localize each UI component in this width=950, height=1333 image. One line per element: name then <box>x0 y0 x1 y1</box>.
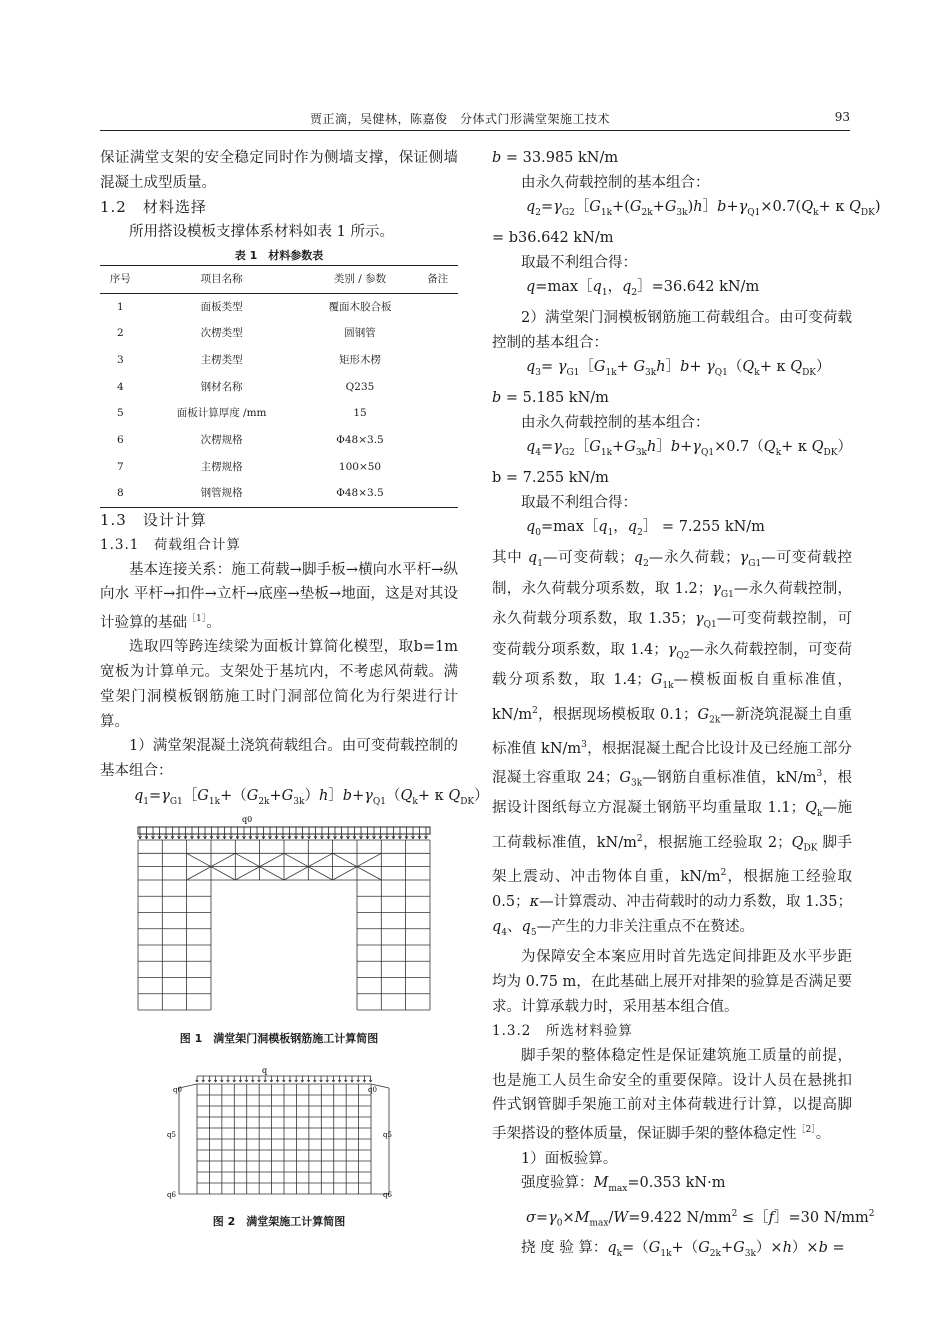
paragraph: 取最不利组合得： <box>521 254 637 271</box>
load-label: q5 <box>167 1131 176 1139</box>
figure-1-caption: 图 1 满堂架门洞模板钢筋施工计算简图 <box>179 1032 379 1045</box>
section-heading-1-2: 1.2 材料选择 <box>100 198 207 217</box>
paragraph: 基本连接关系：施工荷载→脚手板→横向水平杆→纵向水 平杆→扣件→立杆→底座→垫板→地面，这是对其设计验算的基础$^{[1]}$。 <box>100 561 458 631</box>
header-title: 贾正滴，吴健林，陈嘉俊 分体式门形满堂架施工技术 <box>310 112 611 126</box>
paragraph: 保证满堂支架的安全稳定同时作为侧墙支撑，保证侧墙混凝土成型质量。 <box>100 150 458 191</box>
formula-strength: 强度验算：$M_{max}=0.353$ kN·m <box>521 1175 726 1195</box>
table-cell: Q235 <box>345 380 375 393</box>
paragraph: 选取四等跨连续梁为面板计算简化模型，取b=1m 宽板为计算单元。支架处于基坑内，不考虑风荷载。满堂架门洞模板钢筋施工时门洞部位简化为行架进行计算。 <box>100 639 458 730</box>
formula-q1: $q_1=\gamma_{G1}[G_{1k}+(G_{2k}+G_{3k})h]b+\gamma_{Q1}(Q_k+ \kappa$ $Q_{DK}$） <box>134 787 489 807</box>
formula-q3: $q_3=$ $\gamma_{G1}[G_{1k}+$ $G_{3k}h]b+ \gamma_{Q1}(Q_k+ \kappa$ $Q_{DK}$） <box>526 359 831 379</box>
table-cell: 15 <box>353 407 367 420</box>
paragraph: 所用搭设模板支撑体系材料如表 1 所示。 <box>129 224 394 241</box>
formula-sigma: $\sigma=\gamma_0\times M_{max}/W=9.422$ $N/mm^2$ ≤［f］=30 $N/mm^2$ <box>526 1208 875 1229</box>
table-header-row <box>100 265 458 293</box>
citation: ［2］ <box>796 1125 816 1136</box>
material-table <box>100 265 458 508</box>
table-cell: 2 <box>116 327 124 340</box>
load-label: q0 <box>368 1086 377 1094</box>
load-label: q6 <box>167 1191 176 1199</box>
figure-1-diagram <box>130 812 440 1017</box>
table-cell: 5 <box>116 407 124 420</box>
table-cell: 100×50 <box>338 460 382 473</box>
table-cell: 矩形木楞 <box>339 353 381 366</box>
table-cell <box>417 400 458 427</box>
paragraph: 由永久荷载控制的基本组合： <box>521 414 710 431</box>
figure-2-caption: 图 2 满堂架施工计算简图 <box>212 1215 346 1228</box>
page-number: 93 <box>834 110 850 124</box>
table-cell: 次楞规格 <box>200 434 243 447</box>
table-cell: 1 <box>116 300 124 313</box>
table-row <box>100 320 458 347</box>
load-label: q0 <box>173 1086 182 1094</box>
table-header-cell: 项目名称 <box>141 265 303 293</box>
table-cell: 6 <box>116 434 124 447</box>
table-cell: 3 <box>116 353 124 366</box>
table-row <box>100 480 458 507</box>
section-heading-1-3-2: 1.3.2 所选材料验算 <box>492 1023 633 1040</box>
table-cell: 8 <box>100 480 141 507</box>
formula-q4: $q_4=\gamma_{G2}[G_{1k}+G_{3k}h]b+\gamma_{Q1}\times 0.7(Q_k+ \kappa$ $Q_{DK}$） <box>526 439 852 459</box>
table-cell <box>417 480 458 507</box>
formula-q2: $q_2=\gamma_{G2}[G_{1k}+(G_{2k}+G_{3k})h]b+\gamma_{Q1}\times 0.7(Q_k+ \kappa$ $Q_{DK}$) <box>526 199 881 219</box>
header-rule <box>100 130 850 131</box>
formula-q: $q=\max[q_1$，$q_2]=36.642$ kN/m <box>526 279 760 299</box>
table-row <box>100 347 458 374</box>
table-cell: 7 <box>116 460 124 473</box>
table-cell <box>417 374 458 401</box>
table-cell <box>417 427 458 454</box>
paragraph: 脚手架的整体稳定性是保证建筑施工质量的前提，也是施工人员生命安全的重要保障。设计人员在悬挑扣件式钢管脚手架施工前对主体荷载进行计算，以提高脚手架搭设的整体质量，保证脚手架的整体稳定性$^{[2]}$。 <box>492 1048 852 1142</box>
paragraph: 1）面板验算。 <box>521 1150 618 1167</box>
figure-2-diagram <box>165 1062 405 1210</box>
section-heading-1-3-1: 1.3.1 荷载组合计算 <box>100 536 241 553</box>
table-row <box>100 454 458 481</box>
paragraph: 取最不利组合得： <box>521 494 637 511</box>
table-cell <box>417 347 458 374</box>
table-cell: 次楞类型 <box>200 327 243 340</box>
formula-deflection: 挠 度 验 算：$q_k=(G_{1k}+(G_{2k}+G_{3k})\times h)\times b$ = <box>521 1240 845 1260</box>
formula-result: b = 7.255 kN/m <box>492 470 609 486</box>
paragraph: 由永久荷载控制的基本组合： <box>521 174 710 191</box>
paragraph-symbols: 其中 $q_1—$可变荷载；$q_2—$永久荷载；$\gamma_{G1}—$可变荷载控制，永久荷载分项系数，取 1.2；$\gamma_{G1}—$永久荷载控制，永久荷载分项系数，取 1.35；$\gamma_{Q1}—$可变荷载控制，可变荷载分项系数，取 1.4；$\gamma_{Q2}—$永久荷载控制，可变荷载分项系数，取 1.4；$G_{1k}—$模板面板自重标准值，$kN/m^2$，根据现场模板取 0.1；$G_{2k}—$新浇筑混凝土自重标准值 $kN/m^3$，根据混凝土配合比设计及已经施工部分混凝土容重取 24；$G_{3k}—$钢筋自重标准值，$kN/m^3$，根据设计图纸每立方混凝土钢筋平均重量取 1.1；$Q_k—$施工荷载标准值，$kN/m^2$，根据施工经验取 2；$Q_{DK}$ 脚手架上震动、冲击物体自重，$kN/m^2$，根据施工经验取 0.5；κ—计算震动、冲击荷载时的动力系数，取 1.35；$q_4$、$q_5—$产生的力非关注重点不在赘述。 <box>492 550 853 938</box>
table-cell: 钢材名称 <box>200 380 243 393</box>
table-cell: 覆面木胶合板 <box>328 300 392 313</box>
table-row <box>100 293 458 320</box>
table-row <box>100 400 458 427</box>
formula-result: = b36.642 kN/m <box>492 230 614 246</box>
table-cell <box>417 320 458 347</box>
section-heading-1-3: 1.3 设计计算 <box>100 511 207 530</box>
table-cell: 面板类型 <box>200 300 243 313</box>
table-cell: 主楞规格 <box>200 460 243 473</box>
table-cell <box>417 293 458 320</box>
table-header-cell: 序号 <box>100 265 141 293</box>
table-cell: 4 <box>116 380 124 393</box>
table-cell: 面板计算厚度 /mm <box>176 407 267 420</box>
citation: ［1］ <box>187 613 207 624</box>
right-column <box>492 146 881 1267</box>
paragraph: 为保障安全本案应用时首先选定间排距及水平步距均为 0.75 m，在此基础上展开对排架的验算是否满足要求。计算承载力时，采用基本组合值。 <box>492 949 852 1015</box>
formula-q0: $q_0=\max[q_1$，$q_2] = 7.255$ kN/m <box>526 519 765 539</box>
table-caption: 表 1 材料参数表 <box>234 248 324 262</box>
load-label: q0 <box>242 815 253 824</box>
table-cell: Φ48×3.5 <box>303 480 418 507</box>
left-column <box>100 146 489 814</box>
table-cell: 主楞类型 <box>200 353 243 366</box>
formula-result: b = 33.985 kN/m <box>492 150 619 166</box>
table-cell: 钢管规格 <box>141 480 303 507</box>
table-header-cell: 类别 / 参数 <box>303 265 418 293</box>
table-cell: 圆钢管 <box>344 327 376 340</box>
paragraph: 1）满堂架混凝土浇筑荷载组合。由可变荷载控制的基本组合： <box>100 738 458 779</box>
formula-result: b = 5.185 kN/m <box>492 390 609 406</box>
load-label: q6 <box>383 1191 392 1199</box>
load-label: q <box>262 1066 268 1075</box>
paragraph: 2）满堂架门洞模板钢筋施工荷载组合。由可变荷载控制的基本组合： <box>492 310 852 351</box>
table-cell <box>417 454 458 481</box>
table-cell: Φ48×3.5 <box>336 434 384 447</box>
load-label: q5 <box>383 1131 392 1139</box>
table-row <box>100 427 458 454</box>
table-row <box>100 374 458 401</box>
table-header-cell: 备注 <box>417 265 458 293</box>
